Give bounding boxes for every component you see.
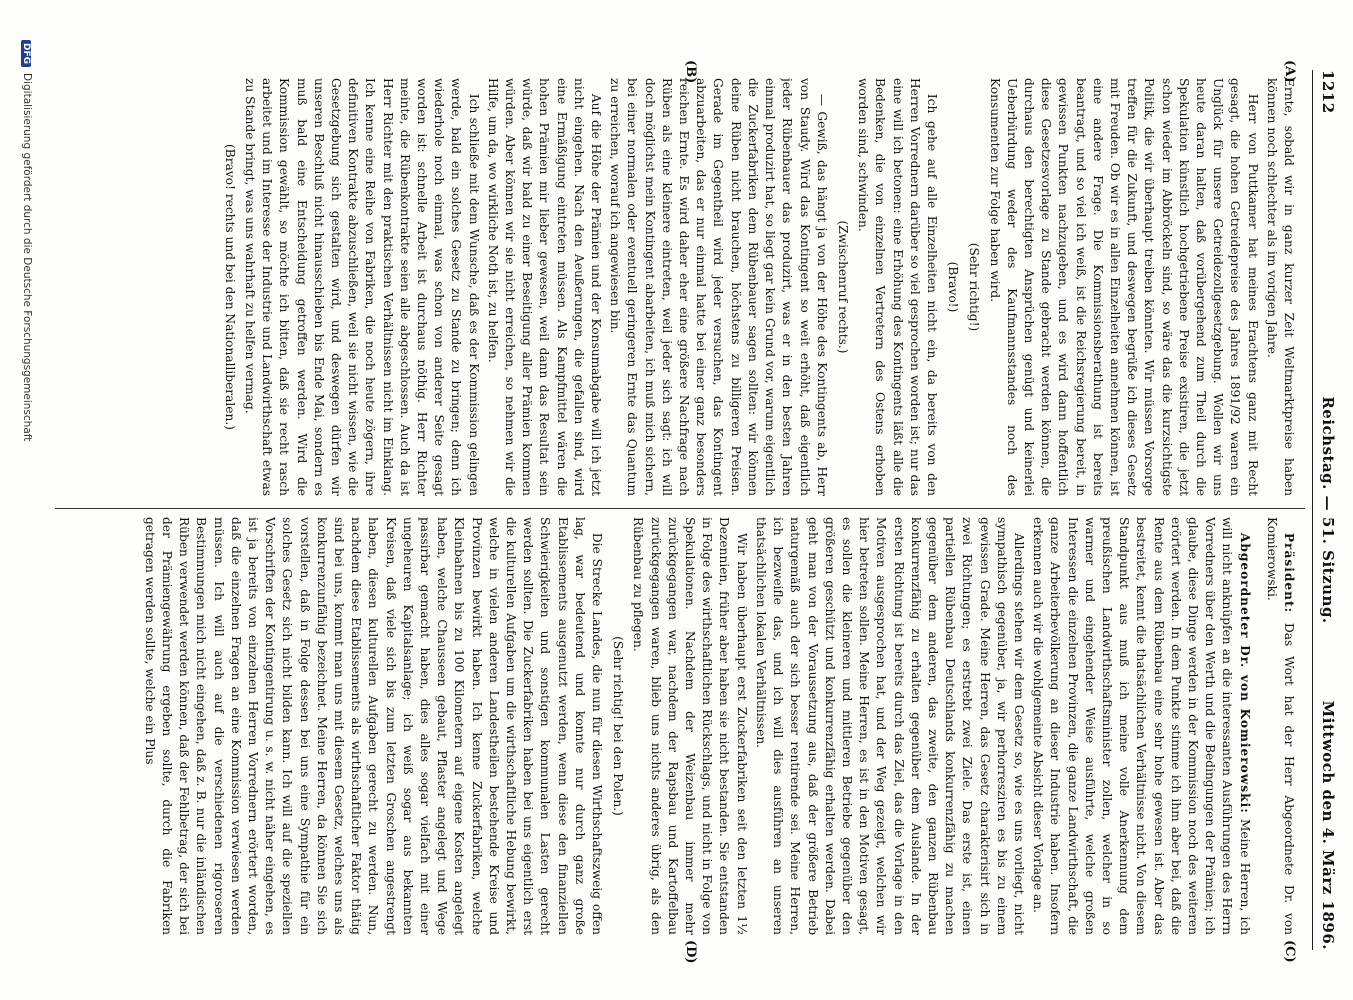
page-number: 1212 — [1319, 70, 1337, 114]
margin-mark-c: (C) — [1282, 940, 1297, 963]
margin-mark-b: (B) — [683, 60, 698, 84]
paragraph: Ich schließe mit dem Wunsche, daß es der Kommission gelingen werde, bald ein solches Gesetz zu Stande zu bringen; denn ich wiederhole noch einmal, was schon von anderer Seite gesagt worden ist: schnelle Arbeit ist durchaus nöthig. Herr Richter meinte, die Rübenkontrakte seien alle abgeschlossen. Auch da ist Herr Richter mit den praktischen Verhältnissen nicht im Einklang. Ich kenne eine Reihe von Fabriken, die noch heute zögern, ihre definitiven Kontrakte abzuschließen, weil sie nicht wissen, wie die Gesetzgebung sich gestalten wird, und deswegen dürfen wir unseren Beschluß nicht hinausschieben bis Ende Mai, sondern es muß bald eine Entscheidung getroffen werden. Wird die Kommission gewählt, so möchte ich bitten, daß sie recht rasch arbeitet und im Interesse der Industrie und Landwirthschaft etwas zu Stande bringt, was uns wahrhaft zu helfen vermag. — [243, 78, 481, 496]
paragraph-text: Das Wort hat der Herr Abgeordnete Dr. von Komierowski. — [1264, 517, 1296, 935]
interjection: (Zwischenruf rechts.) — [835, 220, 850, 354]
paragraph: Auf die Höhe der Prämien und der Konsumabgabe will ich jetzt nicht eingehen. Nach den Aeußerungen, die gefallen sind, wird eine Ermäßigung eintreten müssen. Als Kampfmittel wären die hohen Prämien mir lieber gewesen, weil dann das Resultat sein würde, daß wir bald zu einer Beseitigung aller Prämien kommen würden. Aber können wir sie nicht erreichen, so nehmen wir die Hilfe, um da, wo wirkliche Noth ist, zu helfen. — [485, 78, 604, 496]
left-column — [67, 78, 1297, 496]
paragraph: — Gewiß, das hängt ja von der Höhe des Kontingents ab, Herr von Staudy. Wird das Kontingent so weit erhöht, daß eigentlich jeder Rübenbauer das produzirt, was er in den besten Jahren einmal produzirt hat, so liegt gar kein Grund vor, warum eigentlich die Zuckerfabriken dem Rübenbauer sagen sollten: wir können deine Rüben nicht brauchen, höchstens zu billigeren Preisen. Gerade im Gegentheil wird jeder versuchen, das Kontingent abzuarbeiten, das er nur einmal hatte bei einer ganz besonders reichen Ernte. Es wird daher eher eine größere Nachfrage nach Rüben als eine kleinere eintreten, weil jeder sich sagt: ich will doch möglichst mein Kontingent abarbeiten, ich muß mich sichern, bei einer normalen oder eventuell geringeren Ernte das Quantum zu erreichen, worauf ich angewiesen bin. — [608, 78, 829, 496]
page-header — [1312, 70, 1339, 950]
interjection: (Sehr richtig!) — [967, 242, 982, 332]
right-column — [67, 517, 1297, 935]
paragraph: Wir haben überhaupt erst Zuckerfabriken seit den letzten 1½ Dezennien, früher aber haben sie nicht bestanden. Sie entstanden in Folge des wirthschaftlichen Rückschlags, und nicht in Folge von Spekulationen. Nachdem der Weizenbau immer mehr zurückgegangen war, nachdem der Rapsbau und Kartoffelbau zurückgegangen waren, blieb uns nichts anderes übrig, als den Rübenbau zu pflegen. — [631, 517, 749, 935]
digitization-note — [21, 40, 33, 980]
paragraph: Die Strecke Landes, die nun für diesen Wirthschaftszweig offen lag, war bedeutend und konnte nur durch ganz große Etablissements ausgenutzt werden, wenn diese den finanziellen Schwierigkeiten und sonstigen kommunalen Lasten gerecht werden sollten. Die Zuckerfabriken haben bei uns eigentlich erst die kulturellen Aufgaben um die wirthschaftliche Hebung bewirkt, welche in vielen anderen Landestheilen bestehende Kreise und Provinzen bewirkt haben. Ich kenne Zuckerfabriken, welche Kleinbahnen bis zu 100 Kilometern auf eigene Kosten angelegt haben, welche Chausseen gebaut, Pflaster angelegt und Wege passirbar gemacht haben, dies alles sogar vielfach mit einer ungeheuren Kapitalsanlage; ich weiß sogar aus bekannten Kreisen, daß viele sich bis zum letzten Groschen angestrengt haben, diesen kulturellen Aufgaben gerecht zu werden. Nun, nachdem diese Etablissements als wirthschaftlicher Faktor thätig sind bei uns, kommt man uns mit diesem Gesetz, welches uns als konkurrenzunfähig bezeichnet. Meine Herren, da können Sie sich vorstellen, daß in Folge dessen bei uns eine Sympathie für ein solches Gesetz sich nicht bilden kann. Ich will auf die speziellen Vorschriften der Kontingentirung u. s. w. nicht näher eingehen, es ist ja bereits von einzelnen Herren Vorrednern erörtert worden, daß die einzelnen Fragen an eine Kommission verwiesen werden müssen. Ich will auch auf die verschiedenen rigoroseren Bestimmungen mich nicht eingehen, daß z. B. nur die inländischen Rüben verwendet werden können, daß der Fehlbetrag, der sich bei der Prämiengewährung ergeben sollte, durch die Fabriken getragen werden sollte, welche ein Plus — [142, 517, 605, 935]
paragraph-text: Meine Herren, ich will nicht anknüpfen an die interessanten Ausführungen des Herrn Vorredners über den Werth und die Bedingungen der Prämien; ich glaube, diese Dinge werden in der Kommission noch des weiteren erörtert werden. In dem Punkte stimme ich ihm aber bei, daß die Rente aus dem Rübenbau eine sehr hohe gewesen ist. Aber das bestreitet, kennt die thatsächlichen Verhältnisse nicht. Von diesem Standpunkt aus muß ich meine volle Anerkennung dem preußischen Landwirthschaftsminister zollen, welcher in so warmer und eingehender Weise ausführte, welche großen Interessen die einzelnen Provinzen, die ganze Landwirthschaft, die ganze Arbeiterbevölkerung an dieser Industrie haben. Insofern erkennen auch wir die wohlgemeinte Absicht dieser Vorlage an. — [1031, 517, 1252, 935]
speaker-paragraph — [1029, 517, 1253, 935]
speaker-label: Abgeordneter Dr. von Komierowski: — [1237, 532, 1252, 814]
speaker-paragraph — [1263, 517, 1297, 935]
paragraph: Ernte, sobald wir in ganz kurzer Zeit Weltmarktpreise haben können noch schlechter als im vorigen Jahre. — [1264, 78, 1296, 496]
interjection: (Bravo! rechts und bei den Nationalliberalen.) — [222, 143, 237, 430]
spacer — [1253, 517, 1261, 935]
column-divider — [55, 508, 1305, 509]
digitization-text: Digitalisierung gefördert durch die Deutsche Forschungsgemeinschaft — [21, 73, 33, 442]
interjection: (Bravo!) — [946, 261, 961, 313]
interjection: (Sehr richtig! bei den Polen.) — [611, 636, 626, 816]
session-title: Reichstag. — 51. Sitzung. — [1319, 396, 1337, 624]
margin-mark-d: (D) — [683, 940, 698, 964]
session-date: Mittwoch den 4. März 1896. — [1319, 700, 1337, 950]
paragraph: Herr von Puttkamer hat meines Erachtens ganz mit Recht gesagt, die hohen Getreidepreise des Jahres 1891/92 waren ein Unglück für unsere Getreidezollgesetzgebung. Wollen wir uns heute daran halten, daß vorübergehend zum Theil durch die Spekulation künstlich hochgetriebene Preise existiren, die jetzt schon wieder im Abbröckeln sind, so wäre das die kurzsichtigste Politik, die wir überhaupt treiben könnten. Wir müssen Vorsorge treffen für die Zukunft, und deswegen begrüße ich dieses Gesetz mit Freuden. Ob wir es in allen Einzelheiten annehmen können, ist eine andere Frage. Die Kommissionsberathung ist bereits beantragt, und so viel ich weiß, ist die Reichsregierung bereit, in gewissen Punkten nachzugeben, und es wird dann hoffentlich diese Gesetzesvorlage zu Stande gebracht werden können, die durchaus den berechtigten Ansprüchen genügt und keinerlei Ueberbürdung weder des Kaufmannsstandes noch des Konsumenten zur Folge haben wird. — [987, 78, 1260, 496]
margin-mark-a: (A) — [1282, 60, 1297, 83]
speaker-label: Präsident: — [1282, 532, 1296, 614]
paragraph: Ich gehe auf alle Einzelheiten nicht ein, da bereits von den Herren Vorrednern darüber so viel gesprochen worden ist; nur das eine will ich betonen: eine Erhöhung des Kontingents läßt alle die Bedenken, die von einzelnen Vertretern des Ostens erhoben worden sind, schwinden. — [856, 78, 939, 496]
dfg-logo: DFG — [21, 40, 31, 67]
paragraph: Allerdings stehen wir dem Gesetz so, wie es uns vorliegt, nicht sympathisch gegenüber, ja, wir perhorresziren es bis zu einem gewissen Grade. Meine Herren, das Gesetz charakterisirt sich in zwei Richtungen; es erstrebt zwei Ziele. Das erste ist, einen partiellen Rübenbau Deutschlands konkurrenzfähig zu machen gegenüber dem anderen, das zweite, den ganzen Rübenbau konkurrenzfähig zu erhalten gegenüber dem Auslande. In der ersten Richtung ist bereits durch das Ziel, das die Vorlage in den Motiven ausgesprochen hat, und der Weg gezeigt, welchen wir hier betreten sollen. Meine Herren, es ist in den Motiven gesagt, es sollen die kleineren und mittleren Betriebe gegenüber den größeren geschützt und konkurrenzfähig erhalten werden. Dabei geht man von der Voraussetzung aus, daß der größere Betrieb naturgemäß auch der sich besser rentirende sei. Meine Herren, ich bezweifle das, und ich will dies ausführen an unseren thatsächlichen lokalen Verhältnissen. — [753, 517, 1026, 935]
